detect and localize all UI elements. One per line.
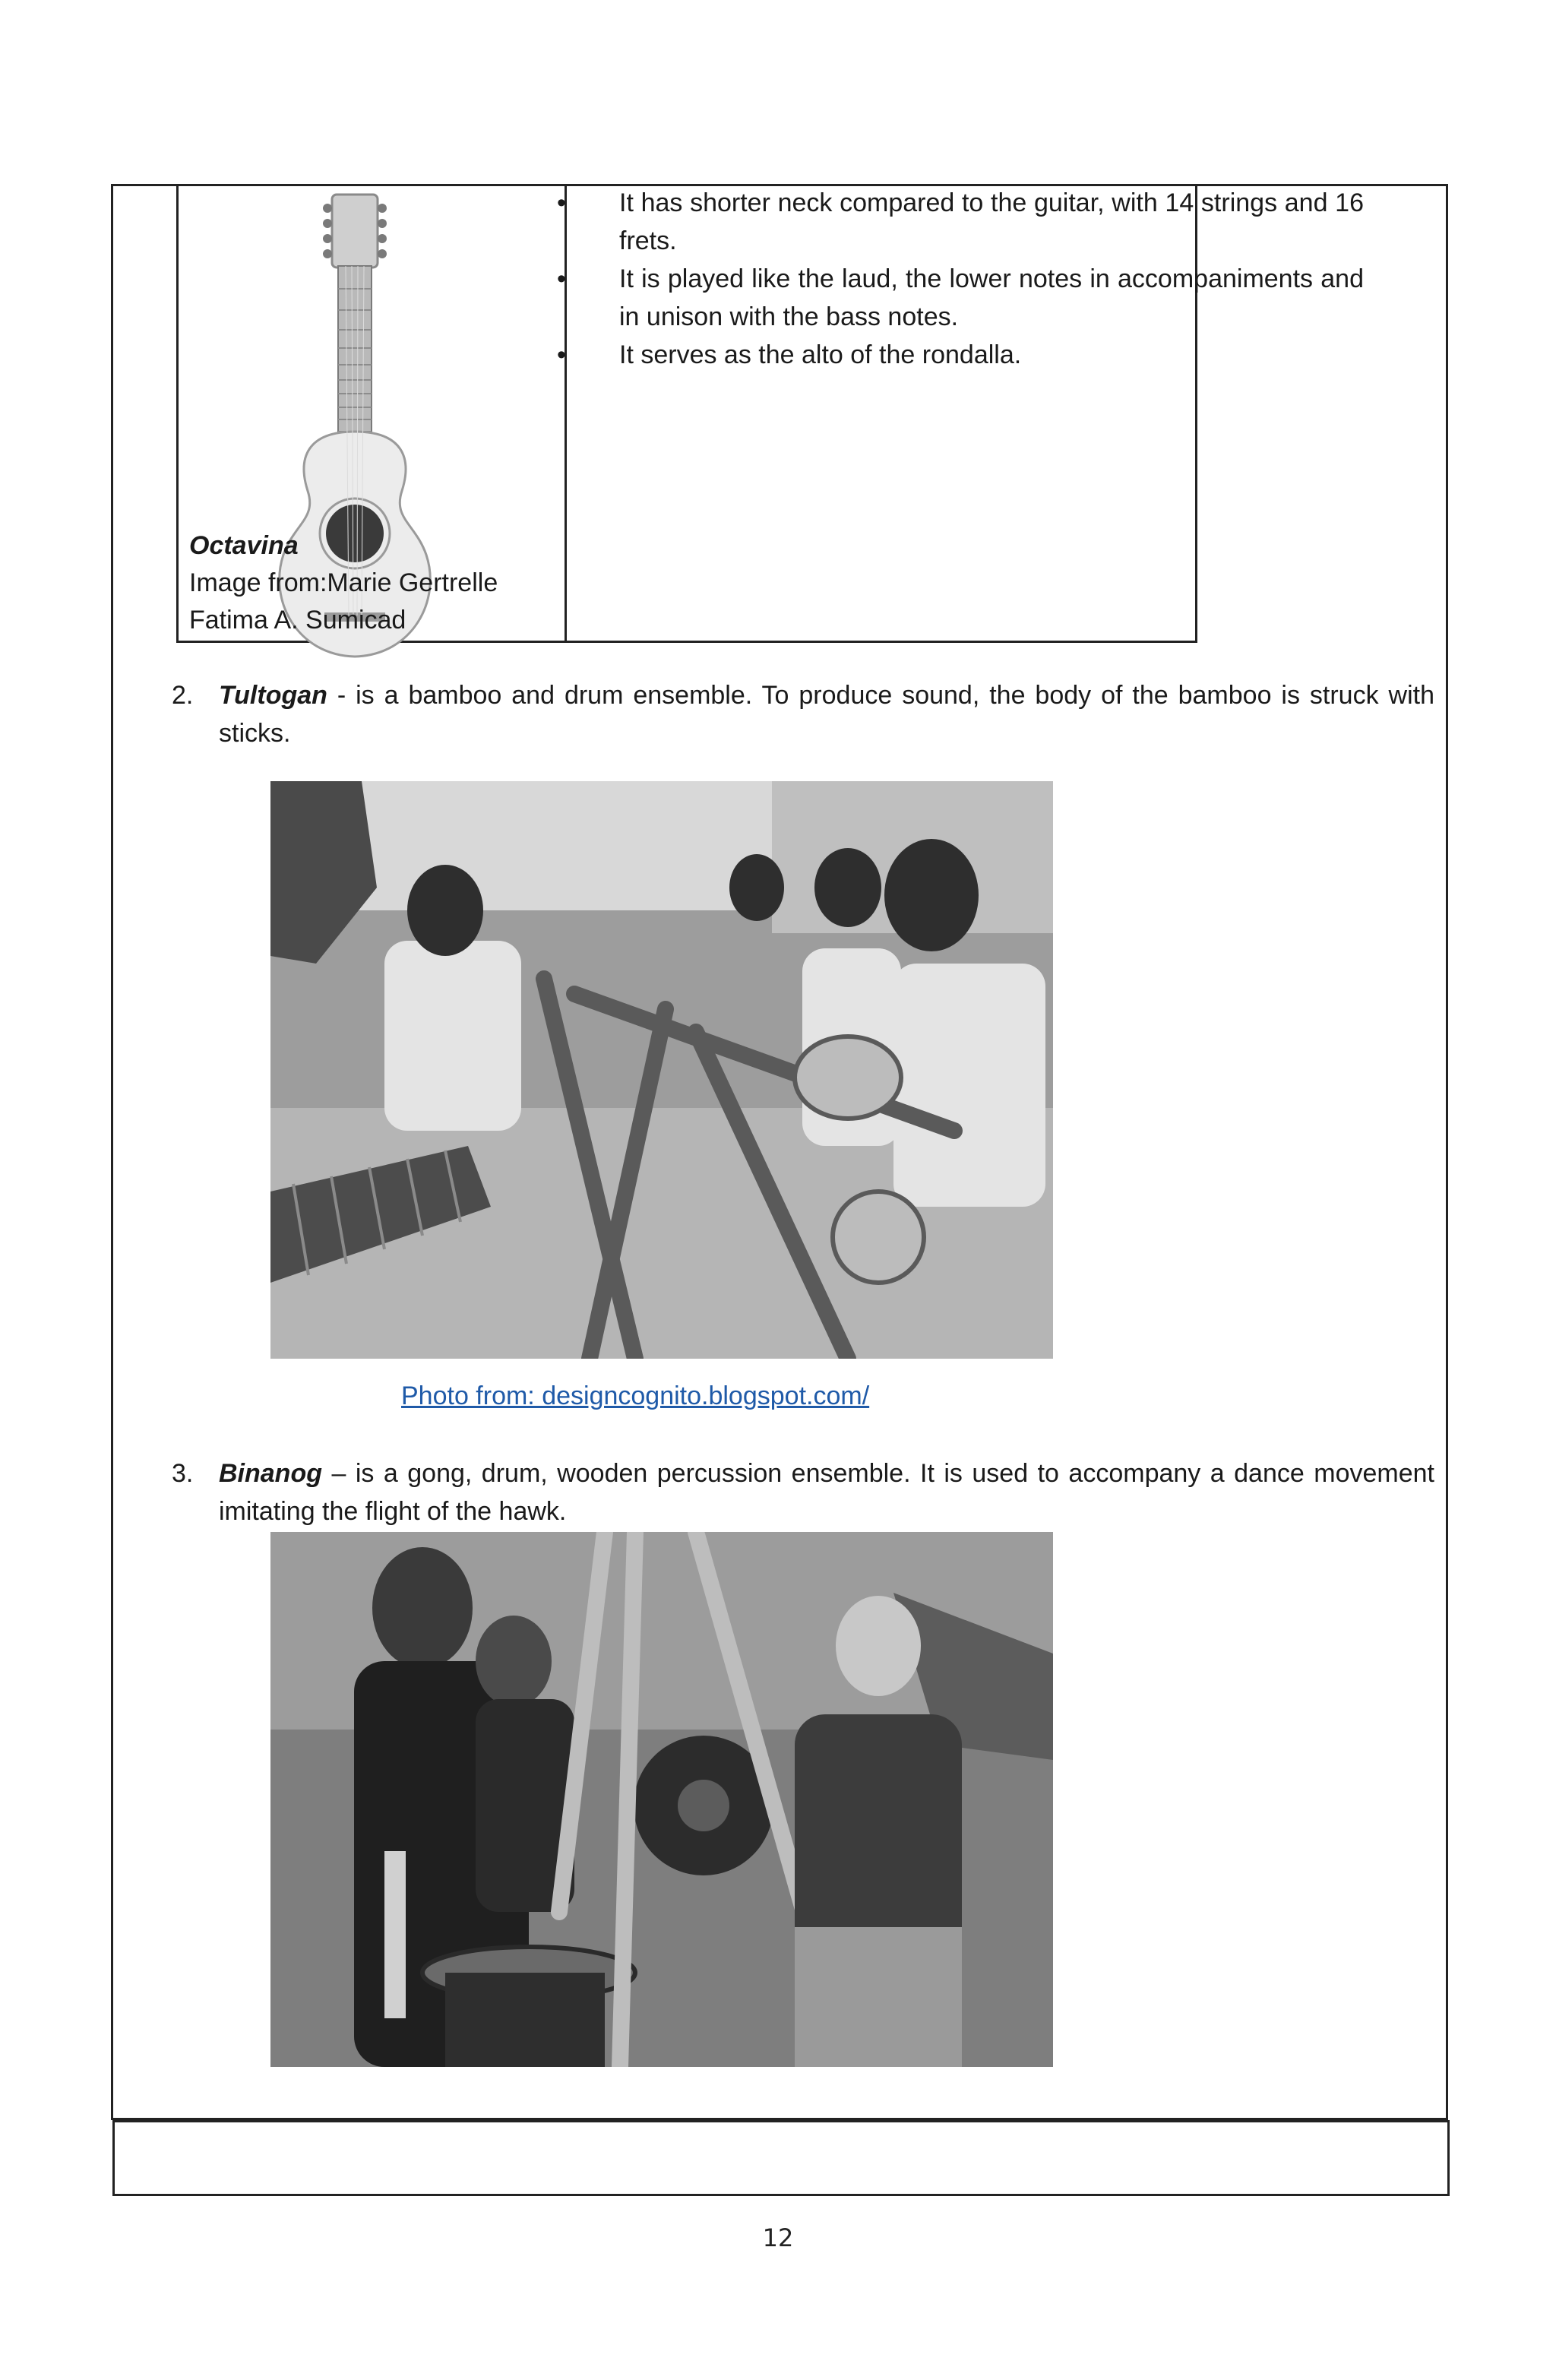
footer-box [112, 2120, 1450, 2196]
tultogan-photo [270, 781, 1053, 1359]
item-description: – is a gong, drum, wooden percussion ensemble. It is used to accompany a dance movement imitating the flight of the hawk. [219, 1459, 1434, 1526]
bullet-icon: • [557, 188, 566, 217]
octavina-caption [189, 527, 498, 639]
photo-credit-link[interactable]: Photo from: designcognito.blogspot.com/ [401, 1381, 870, 1410]
image-credit-line-1: Image from:Marie Gertrelle [189, 568, 498, 597]
table-column-divider [565, 184, 567, 641]
octavina-table [176, 184, 1364, 643]
item-tultogan [172, 676, 1434, 752]
item-description: - is a bamboo and drum ensemble. To produce sound, the body of the bamboo is struck with sticks. [219, 681, 1434, 748]
image-credit-line-2: Fatima A. Sumicad [189, 606, 406, 635]
term-binanog: Binanog [219, 1459, 322, 1488]
item-number: 2. [172, 681, 194, 710]
item-binanog [172, 1454, 1434, 1530]
item-number: 3. [172, 1459, 194, 1488]
page-number: 12 [762, 2223, 794, 2252]
bullet-icon: • [557, 264, 566, 293]
list-item: • It has shorter neck compared to the guitar, with 14 strings and 16 frets. [619, 184, 1358, 260]
octavina-image-cell [179, 184, 565, 641]
list-item: • It serves as the alto of the rondalla. [619, 336, 1358, 374]
octavina-description-list [557, 184, 1364, 374]
binanog-photo [270, 1532, 1053, 2067]
octavina-name: Octavina [189, 531, 299, 560]
bullet-icon: • [557, 340, 566, 369]
term-tultogan: Tultogan [219, 681, 327, 710]
list-item: • It is played like the laud, the lower notes in accompaniments and in unison with the bass notes. [619, 260, 1358, 336]
